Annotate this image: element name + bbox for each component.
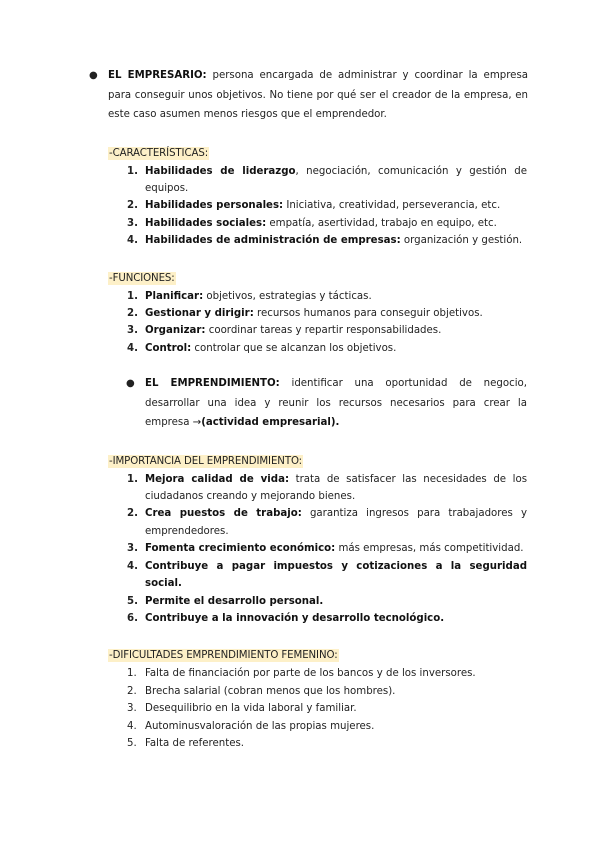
importancia-header: -IMPORTANCIA DEL EMPRENDIMIENTO: xyxy=(109,455,303,467)
list-item: 4. Habilidades de administración de empresas: organización y gestión. xyxy=(127,235,523,247)
bullet-icon: ● xyxy=(89,70,98,81)
empresario-title: EL EMPRESARIO: xyxy=(108,70,207,81)
list-item: 1. Habilidades de liderazgo, negociación, comunicación y gestión de equipos. xyxy=(127,165,527,194)
list-item: 4. Control: controlar que se alcanzan los objetivos. xyxy=(127,342,397,354)
list-item: 2. Gestionar y dirigir: recursos humanos para conseguir objetivos. xyxy=(127,307,483,319)
bullet-icon: ● xyxy=(126,378,135,390)
list-item: 3. Habilidades sociales: empatía, asertividad, trabajo en equipo, etc. xyxy=(127,217,497,229)
importancia-list xyxy=(0,471,600,628)
list-item: 5. Falta de referentes. xyxy=(127,737,245,749)
list-item: 3. Organizar: coordinar tareas y repartir responsabilidades. xyxy=(127,325,442,337)
funciones-header: -FUNCIONES: xyxy=(109,272,175,284)
list-item: 4. Contribuye a pagar impuestos y cotizaciones a la seguridad social. xyxy=(127,560,527,590)
list-item: 3. Fomenta crecimiento económico: más empresas, más competitividad. xyxy=(127,543,524,555)
emprendimiento-paragraph xyxy=(126,374,527,433)
emprendimiento-text: identificar una oportunidad de negocio, desarrollar una idea y reunir los recursos necesarios para crear la empresa → xyxy=(145,378,527,429)
list-item: 2. Crea puestos de trabajo: garantiza ingresos para trabajadores y emprendedores. xyxy=(127,508,528,537)
empresario-paragraph xyxy=(89,66,528,125)
caracteristicas-list xyxy=(0,163,600,250)
list-item: 6. Contribuye a la innovación y desarrollo tecnológico. xyxy=(127,612,445,624)
dificultades-header: -DIFICULTADES EMPRENDIMIENTO FEMENINO: xyxy=(109,650,338,662)
dificultades-list xyxy=(0,665,600,752)
empresario-text: persona encargada de administrar y coordinar la empresa para conseguir unos objetivos. No tiene por qué ser el creador de la empresa, en este caso asumen menos riesgos que el emprendedor. xyxy=(108,70,528,120)
list-item: 1. Mejora calidad de vida: trata de satisfacer las necesidades de los ciudadanos creando y mejorando bienes. xyxy=(127,473,527,503)
list-item: 1. Planificar: objetivos, estrategias y tácticas. xyxy=(127,290,372,302)
emprendimiento-title: EL EMPRENDIMIENTO: xyxy=(145,378,280,390)
list-item: 2. Habilidades personales: Iniciativa, creatividad, perseverancia, etc. xyxy=(127,200,501,212)
funciones-list xyxy=(0,288,600,358)
list-item: 1. Falta de financiación por parte de los bancos y de los inversores. xyxy=(127,668,476,680)
caracteristicas-header: -CARACTERÍSTICAS: xyxy=(109,147,209,159)
emprendimiento-bold-end: (actividad empresarial). xyxy=(201,417,340,429)
list-item: 2. Brecha salarial (cobran menos que los hombres). xyxy=(127,685,396,697)
list-item: 3. Desequilibrio en la vida laboral y familiar. xyxy=(127,703,357,715)
list-item: 5. Permite el desarrollo personal. xyxy=(127,595,324,607)
document-content xyxy=(0,66,600,752)
list-item: 4. Autominusvaloración de las propias mujeres. xyxy=(127,720,375,732)
